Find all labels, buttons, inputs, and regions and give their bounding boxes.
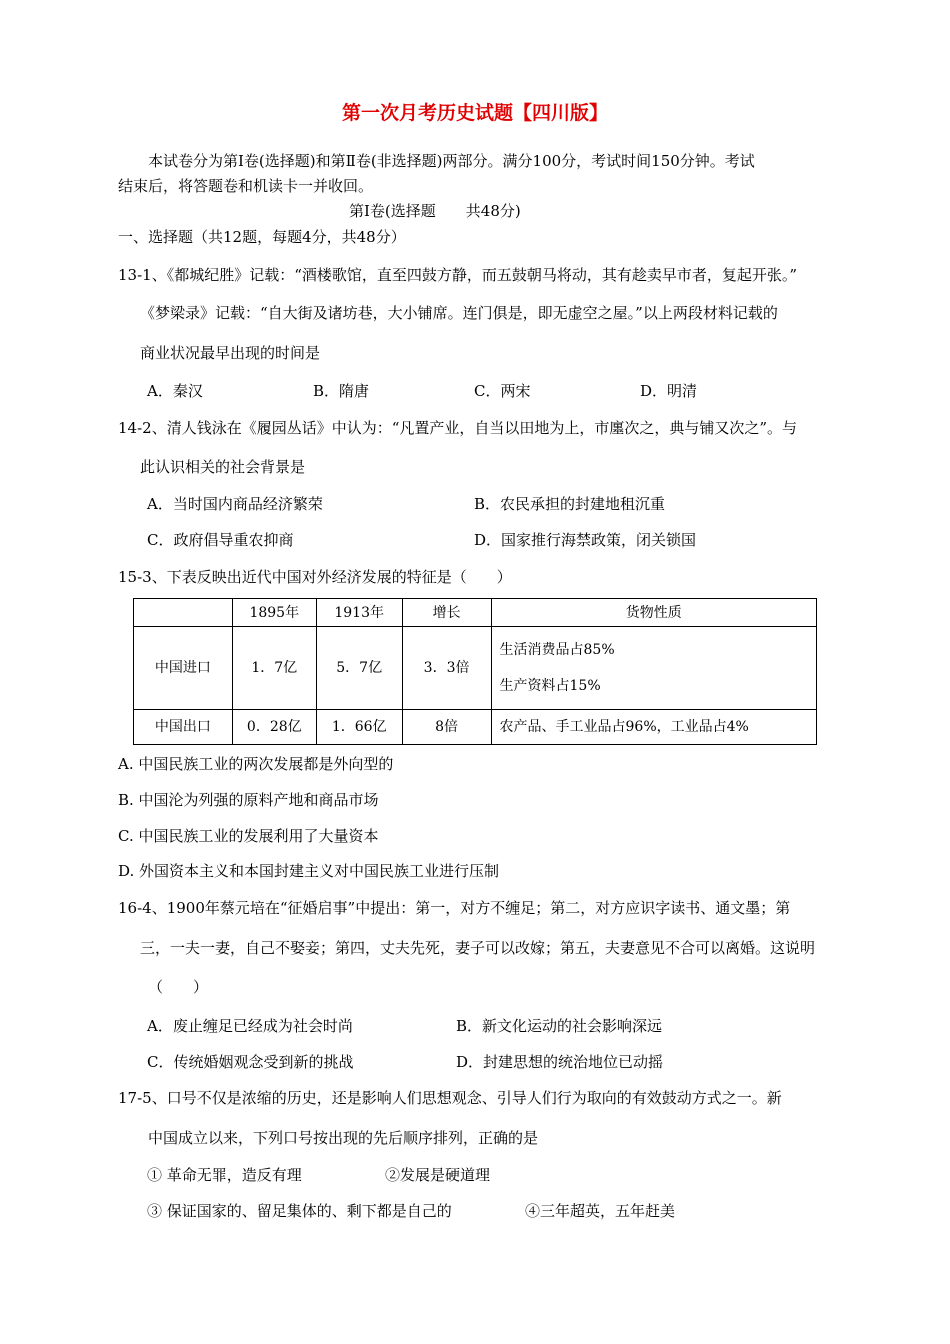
table-cell: 1．7亿 — [232, 627, 316, 710]
q16-stem-line-3: （ ） — [148, 978, 209, 996]
q15-option-a: A. 中国民族工业的两次发展都是外向型的 — [118, 755, 394, 773]
table-row — [134, 627, 817, 710]
q16-option-d: D．封建思想的统治地位已动摇 — [456, 1053, 664, 1071]
volume-heading: 第Ⅰ卷(选择题 共48分) — [349, 202, 521, 220]
table-cell-goods — [491, 627, 816, 710]
table-cell: 5．7亿 — [316, 627, 402, 710]
table-row — [134, 710, 817, 745]
q16-option-a: A．废止缠足已经成为社会时尚 — [147, 1017, 353, 1035]
q17-item-2: ②发展是硬道理 — [385, 1166, 491, 1184]
goods-line: 生活消费品占85% — [499, 642, 615, 658]
table-cell: 0．28亿 — [232, 710, 316, 745]
page-title: 第一次月考历史试题【四川版】 — [341, 102, 608, 124]
q15-option-d: D. 外国资本主义和本国封建主义对中国民族工业进行压制 — [118, 862, 500, 880]
q13-stem-line-3: 商业状况最早出现的时间是 — [140, 344, 321, 362]
q14-stem-line-2: 此认识相关的社会背景是 — [140, 458, 306, 476]
q16-stem-line-2: 三，一夫一妻，自己不娶妾；第四，丈夫先死，妻子可以改嫁；第五，夫妻意见不合可以离婚。这说明 — [140, 939, 816, 957]
q17-item-4: ④三年超英，五年赶美 — [525, 1202, 676, 1220]
q13-option-a: A．秦汉 — [147, 382, 203, 400]
q16-option-b: B．新文化运动的社会影响深远 — [456, 1017, 663, 1035]
q17-stem-line-1: 17-5、口号不仅是浓缩的历史，还是影响人们思想观念、引导人们行为取向的有效鼓动方式之一。新 — [118, 1089, 782, 1107]
table-cell: 8倍 — [402, 710, 491, 745]
q17-item-3: ③ 保证国家的、留足集体的、剩下都是自己的 — [147, 1202, 452, 1220]
trade-table — [133, 598, 817, 745]
q17-item-1: ① 革命无罪，造反有理 — [147, 1166, 302, 1184]
table-cell: 1．66亿 — [316, 710, 402, 745]
q16-option-c: C．传统婚姻观念受到新的挑战 — [147, 1053, 354, 1071]
q14-option-b: B．农民承担的封建地租沉重 — [474, 495, 666, 513]
intro-line-2: 结束后，将答题卷和机读卡一并收回。 — [118, 177, 374, 195]
table-cell-goods: 农产品、手工业品占96%，工业品占4% — [491, 710, 816, 745]
q16-stem-line-1: 16-4、1900年蔡元培在“征婚启事”中提出：第一，对方不缠足；第二，对方应识字读书、通文墨；第 — [118, 899, 791, 917]
q13-option-b: B．隋唐 — [313, 382, 370, 400]
q15-option-b: B. 中国沦为列强的原料产地和商品市场 — [118, 791, 379, 809]
goods-line: 生产资料占15% — [499, 678, 601, 694]
table-header-cell: 增长 — [402, 599, 491, 627]
q13-option-d: D．明清 — [640, 382, 698, 400]
q13-option-c: C．两宋 — [474, 382, 531, 400]
table-cell: 3．3倍 — [402, 627, 491, 710]
table-cell: 中国出口 — [134, 710, 233, 745]
section-heading: 一、选择题（共12题，每题4分，共48分） — [118, 228, 406, 246]
q13-stem-line-2: 《梦梁录》记载：“自大街及诸坊巷，大小铺席。连门俱是，即无虚空之屋。”以上两段材料记载的 — [140, 304, 778, 322]
q15-option-c: C. 中国民族工业的发展利用了大量资本 — [118, 827, 379, 845]
intro-line-1: 本试卷分为第Ⅰ卷(选择题)和第Ⅱ卷(非选择题)两部分。满分100分，考试时间150分钟。考试 — [148, 152, 755, 170]
table-header-cell: 1913年 — [316, 599, 402, 627]
q14-stem-line-1: 14-2、清人钱泳在《履园丛话》中认为：“凡置产业，自当以田地为上，市廛次之，典与铺又次之”。与 — [118, 419, 798, 437]
q13-stem-line-1: 13-1、《都城纪胜》记载：“酒楼歌馆，直至四鼓方静，而五鼓朝马将动，其有趁卖早市者，复起开张。” — [118, 266, 798, 284]
table-header-row — [134, 599, 817, 627]
q15-stem: 15-3、下表反映出近代中国对外经济发展的特征是（ ） — [118, 568, 512, 586]
table-header-cell: 1895年 — [232, 599, 316, 627]
q14-option-d: D．国家推行海禁政策，闭关锁国 — [474, 531, 697, 549]
table-cell: 中国进口 — [134, 627, 233, 710]
table-header-cell — [134, 599, 233, 627]
q14-option-a: A．当时国内商品经济繁荣 — [147, 495, 323, 513]
q14-option-c: C．政府倡导重农抑商 — [147, 531, 294, 549]
table-header-cell: 货物性质 — [491, 599, 816, 627]
q17-stem-line-2: 中国成立以来，下列口号按出现的先后顺序排列，正确的是 — [148, 1129, 539, 1147]
